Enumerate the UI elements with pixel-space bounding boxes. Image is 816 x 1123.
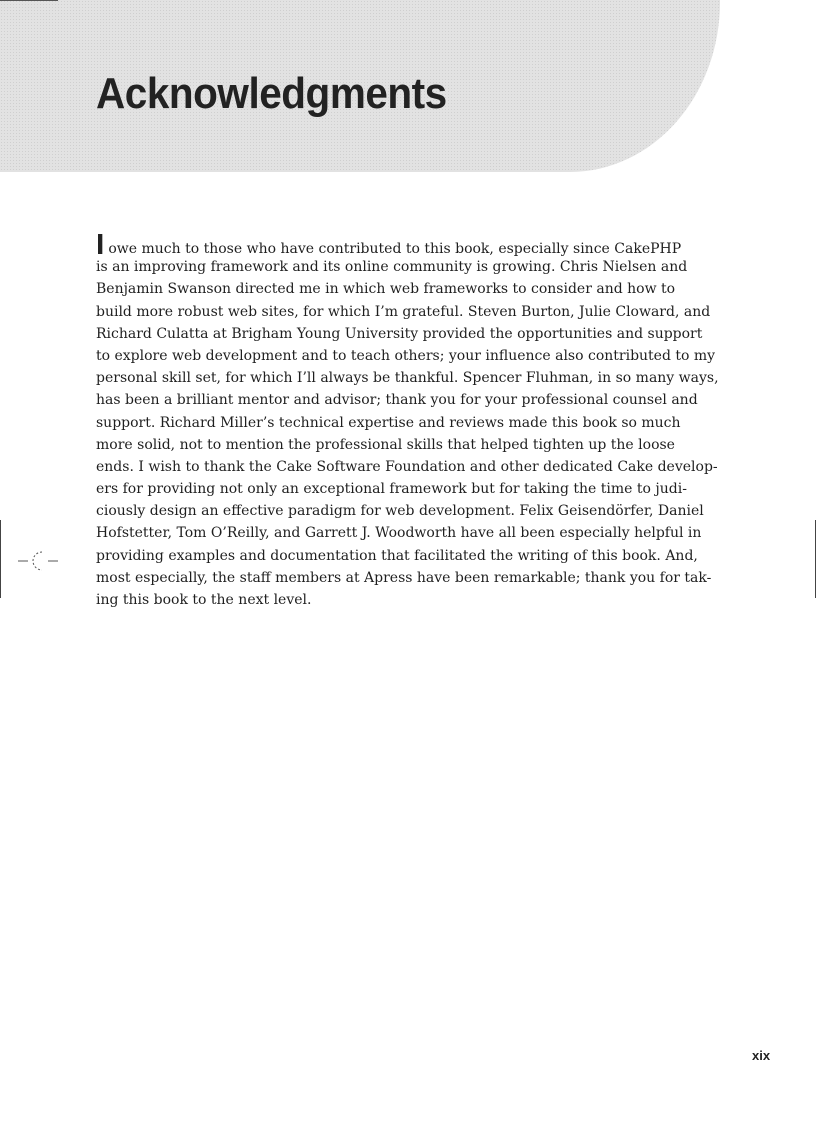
text-line-content: owe much to those who have contributed to this book, especially since CakePHP	[108, 241, 682, 257]
text-line: most especially, the staff members at Apress have been remarkable; thank you for tak-	[96, 569, 712, 586]
top-rule	[0, 0, 58, 1]
text-line: providing examples and documentation that facilitated the writing of this book. And,	[96, 547, 698, 564]
drop-cap: I	[96, 234, 105, 257]
text-line	[96, 234, 720, 256]
text-line: Richard Culatta at Brigham Young University provided the opportunities and support	[96, 325, 703, 342]
text-line: Hofstetter, Tom O’Reilly, and Garrett J. Woodworth have all been especially helpful in	[96, 525, 702, 542]
text-line: ends. I wish to thank the Cake Software Foundation and other dedicated Cake develop-	[96, 458, 718, 475]
text-line: ciously design an effective paradigm for web development. Felix Geisendörfer, Daniel	[96, 503, 704, 520]
text-line: support. Richard Miller’s technical expertise and reviews made this book so much	[96, 414, 681, 431]
text-line: has been a brilliant mentor and advisor; thank you for your professional counsel and	[96, 392, 698, 409]
text-line: personal skill set, for which I’ll always be thankful. Spencer Fluhman, in so many ways,	[96, 370, 719, 387]
text-line: build more robust web sites, for which I’m grateful. Steven Burton, Julie Cloward, and	[96, 303, 711, 320]
margin-mark-left	[0, 520, 1, 598]
text-line: to explore web development and to teach others; your influence also contributed to my	[96, 347, 716, 364]
text-line: ers for providing not only an exceptional framework but for taking the time to judi-	[96, 481, 687, 498]
body-paragraph	[96, 234, 720, 611]
text-line: Benjamin Swanson directed me in which web frameworks to consider and how to	[96, 281, 676, 298]
text-line: more solid, not to mention the professional skills that helped tighten up the loose	[96, 436, 675, 453]
crop-mark-icon	[12, 548, 64, 574]
text-line: is an improving framework and its online community is growing. Chris Nielsen and	[96, 259, 688, 276]
text-line: ing this book to the next level.	[96, 592, 312, 608]
chapter-title: Acknowledgments	[96, 69, 447, 118]
page-number: xix	[752, 1048, 771, 1063]
